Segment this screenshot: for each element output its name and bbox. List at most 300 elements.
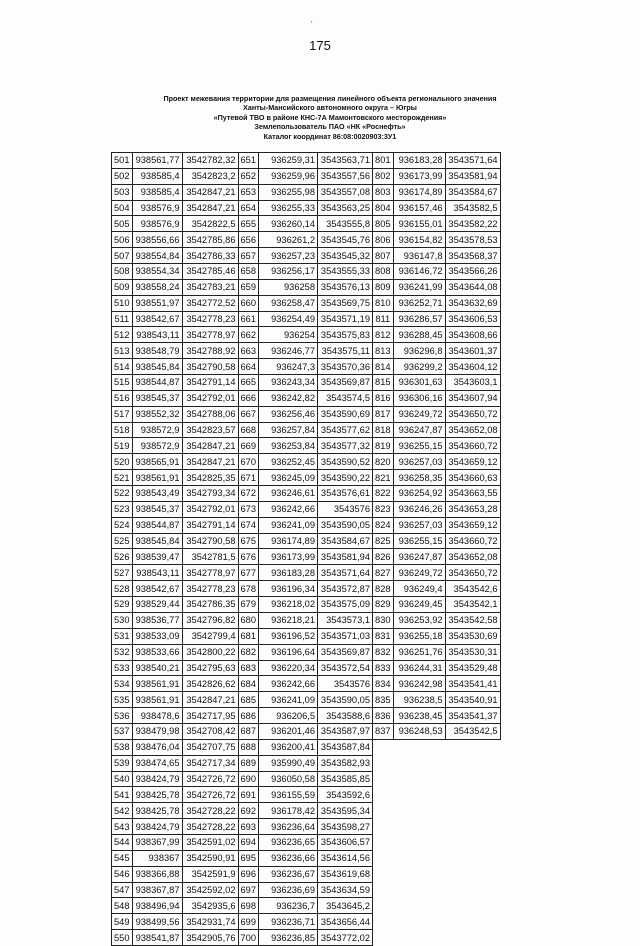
empty-cell (393, 739, 445, 755)
x-coordinate-cell: 936236,64 (259, 819, 318, 835)
table-row (112, 819, 501, 835)
table-row (112, 676, 501, 692)
table-row (112, 501, 501, 517)
x-coordinate-cell: 938474,65 (132, 755, 182, 771)
empty-cell (393, 866, 445, 882)
table-row (112, 390, 501, 406)
x-coordinate-cell: 938476,04 (132, 739, 182, 755)
y-coordinate-cell: 3543542,6 (445, 581, 500, 597)
empty-cell (373, 771, 394, 787)
y-coordinate-cell: 3543557,56 (318, 168, 373, 184)
x-coordinate-cell: 938551,97 (132, 295, 182, 311)
point-number-cell: 652 (238, 168, 259, 184)
table-row (112, 454, 501, 470)
y-coordinate-cell: 3543545,32 (318, 248, 373, 264)
y-coordinate-cell: 3543606,57 (318, 834, 373, 850)
empty-cell (373, 739, 394, 755)
header-line-catalog: Каталог координат 86:08:0020903:3У1 (263, 131, 397, 141)
point-number-cell: 508 (112, 264, 133, 280)
point-number-cell: 682 (238, 644, 259, 660)
x-coordinate-cell: 936241,99 (393, 279, 445, 295)
x-coordinate-cell: 936173,99 (393, 168, 445, 184)
y-coordinate-cell: 3542847,21 (182, 454, 238, 470)
x-coordinate-cell: 936301,63 (393, 375, 445, 391)
y-coordinate-cell: 3543571,64 (318, 565, 373, 581)
x-coordinate-cell: 936259,31 (259, 153, 318, 169)
y-coordinate-cell: 3542778,97 (182, 565, 238, 581)
empty-cell (445, 755, 500, 771)
x-coordinate-cell: 936252,45 (259, 454, 318, 470)
point-number-cell: 811 (373, 311, 394, 327)
x-coordinate-cell: 936155,01 (393, 216, 445, 232)
x-coordinate-cell: 936178,42 (259, 803, 318, 819)
x-coordinate-cell: 936241,09 (259, 692, 318, 708)
x-coordinate-cell: 938540,21 (132, 660, 182, 676)
x-coordinate-cell: 936243,34 (259, 375, 318, 391)
point-number-cell: 689 (238, 755, 259, 771)
point-number-cell: 509 (112, 279, 133, 295)
point-number-cell: 651 (238, 153, 259, 169)
y-coordinate-cell: 3542778,23 (182, 311, 238, 327)
empty-cell (393, 850, 445, 866)
y-coordinate-cell: 3543634,59 (318, 882, 373, 898)
x-coordinate-cell: 938543,49 (132, 486, 182, 502)
y-coordinate-cell: 3543772,02 (318, 930, 373, 946)
table-row (112, 359, 501, 375)
x-coordinate-cell: 938542,67 (132, 581, 182, 597)
table-row (112, 533, 501, 549)
x-coordinate-cell: 936220,34 (259, 660, 318, 676)
point-number-cell: 668 (238, 422, 259, 438)
empty-cell (373, 882, 394, 898)
x-coordinate-cell: 936242,82 (259, 390, 318, 406)
point-number-cell: 521 (112, 470, 133, 486)
point-number-cell: 818 (373, 422, 394, 438)
point-number-cell: 517 (112, 406, 133, 422)
point-number-cell: 516 (112, 390, 133, 406)
point-number-cell: 801 (373, 153, 394, 169)
y-coordinate-cell: 3542931,74 (182, 914, 238, 930)
empty-cell (393, 882, 445, 898)
point-number-cell: 530 (112, 612, 133, 628)
table-row (112, 248, 501, 264)
y-coordinate-cell: 3543632,69 (445, 295, 500, 311)
table-row (112, 914, 501, 930)
x-coordinate-cell: 936254,92 (393, 486, 445, 502)
x-coordinate-cell: 938561,91 (132, 470, 182, 486)
point-number-cell: 526 (112, 549, 133, 565)
y-coordinate-cell: 3542592,02 (182, 882, 238, 898)
point-number-cell: 534 (112, 676, 133, 692)
empty-cell (393, 898, 445, 914)
x-coordinate-cell: 936247,3 (259, 359, 318, 375)
y-coordinate-cell: 3543578,53 (445, 232, 500, 248)
table-row (112, 882, 501, 898)
point-number-cell: 684 (238, 676, 259, 692)
point-number-cell: 833 (373, 660, 394, 676)
x-coordinate-cell: 938545,37 (132, 390, 182, 406)
y-coordinate-cell: 3543587,97 (318, 723, 373, 739)
x-coordinate-cell: 936050,58 (259, 771, 318, 787)
table-row (112, 898, 501, 914)
x-coordinate-cell: 938556,66 (132, 232, 182, 248)
point-number-cell: 820 (373, 454, 394, 470)
x-coordinate-cell: 938367,87 (132, 882, 182, 898)
x-coordinate-cell: 936249,45 (393, 597, 445, 613)
table-row (112, 406, 501, 422)
x-coordinate-cell: 936157,46 (393, 200, 445, 216)
point-number-cell: 659 (238, 279, 259, 295)
y-coordinate-cell: 3542905,76 (182, 930, 238, 946)
y-coordinate-cell: 3543542,5 (445, 723, 500, 739)
y-coordinate-cell: 3542778,23 (182, 581, 238, 597)
empty-cell (373, 914, 394, 930)
point-number-cell: 507 (112, 248, 133, 264)
empty-cell (445, 803, 500, 819)
point-number-cell: 519 (112, 438, 133, 454)
point-number-cell: 809 (373, 279, 394, 295)
y-coordinate-cell: 3542847,21 (182, 184, 238, 200)
x-coordinate-cell: 936286,57 (393, 311, 445, 327)
x-coordinate-cell: 936174,89 (393, 184, 445, 200)
table-row (112, 311, 501, 327)
x-coordinate-cell: 936238,45 (393, 708, 445, 724)
table-row (112, 723, 501, 739)
empty-cell (393, 819, 445, 835)
y-coordinate-cell: 3543557,08 (318, 184, 373, 200)
document-header (120, 94, 540, 141)
x-coordinate-cell: 938545,84 (132, 533, 182, 549)
point-number-cell: 831 (373, 628, 394, 644)
y-coordinate-cell: 3543569,75 (318, 295, 373, 311)
x-coordinate-cell: 938366,88 (132, 866, 182, 882)
point-number-cell: 807 (373, 248, 394, 264)
table-row (112, 628, 501, 644)
point-number-cell: 666 (238, 390, 259, 406)
y-coordinate-cell: 3543614,56 (318, 850, 373, 866)
point-number-cell: 533 (112, 660, 133, 676)
point-number-cell: 686 (238, 708, 259, 724)
empty-cell (445, 739, 500, 755)
y-coordinate-cell: 3543576,13 (318, 279, 373, 295)
table-row (112, 168, 501, 184)
scan-mark: ' (311, 20, 313, 29)
table-row (112, 597, 501, 613)
point-number-cell: 691 (238, 787, 259, 803)
y-coordinate-cell: 3543590,05 (318, 517, 373, 533)
x-coordinate-cell: 936218,21 (259, 612, 318, 628)
x-coordinate-cell: 936200,41 (259, 739, 318, 755)
point-number-cell: 523 (112, 501, 133, 517)
point-number-cell: 830 (373, 612, 394, 628)
y-coordinate-cell: 3542778,97 (182, 327, 238, 343)
point-number-cell: 692 (238, 803, 259, 819)
point-number-cell: 660 (238, 295, 259, 311)
y-coordinate-cell: 3543608,66 (445, 327, 500, 343)
point-number-cell: 829 (373, 597, 394, 613)
point-number-cell: 805 (373, 216, 394, 232)
y-coordinate-cell: 3543577,32 (318, 438, 373, 454)
point-number-cell: 514 (112, 359, 133, 375)
point-number-cell: 810 (373, 295, 394, 311)
x-coordinate-cell: 936236,67 (259, 866, 318, 882)
table-row (112, 930, 501, 946)
y-coordinate-cell: 3542792,01 (182, 501, 238, 517)
point-number-cell: 511 (112, 311, 133, 327)
y-coordinate-cell: 3542790,58 (182, 359, 238, 375)
empty-cell (445, 930, 500, 946)
point-number-cell: 816 (373, 390, 394, 406)
y-coordinate-cell: 3542847,21 (182, 438, 238, 454)
y-coordinate-cell: 3542785,46 (182, 264, 238, 280)
x-coordinate-cell: 936236,85 (259, 930, 318, 946)
y-coordinate-cell: 3543572,54 (318, 660, 373, 676)
y-coordinate-cell: 3543604,12 (445, 359, 500, 375)
table-row (112, 834, 501, 850)
x-coordinate-cell: 936260,14 (259, 216, 318, 232)
y-coordinate-cell: 3542826,62 (182, 676, 238, 692)
point-number-cell: 671 (238, 470, 259, 486)
table-row (112, 264, 501, 280)
empty-cell (445, 898, 500, 914)
point-number-cell: 802 (373, 168, 394, 184)
x-coordinate-cell: 936252,71 (393, 295, 445, 311)
point-number-cell: 693 (238, 819, 259, 835)
y-coordinate-cell: 3543575,11 (318, 343, 373, 359)
x-coordinate-cell: 938565,91 (132, 454, 182, 470)
y-coordinate-cell: 3543587,84 (318, 739, 373, 755)
empty-cell (373, 898, 394, 914)
y-coordinate-cell: 3543595,34 (318, 803, 373, 819)
x-coordinate-cell: 938529,44 (132, 597, 182, 613)
x-coordinate-cell: 938543,11 (132, 327, 182, 343)
y-coordinate-cell: 3542772,52 (182, 295, 238, 311)
y-coordinate-cell: 3543584,67 (445, 184, 500, 200)
point-number-cell: 804 (373, 200, 394, 216)
x-coordinate-cell: 936236,66 (259, 850, 318, 866)
empty-cell (393, 914, 445, 930)
point-number-cell: 806 (373, 232, 394, 248)
y-coordinate-cell: 3542726,72 (182, 771, 238, 787)
point-number-cell: 688 (238, 739, 259, 755)
x-coordinate-cell: 936154,82 (393, 232, 445, 248)
y-coordinate-cell: 3543607,94 (445, 390, 500, 406)
y-coordinate-cell: 3543575,83 (318, 327, 373, 343)
x-coordinate-cell: 936288,45 (393, 327, 445, 343)
y-coordinate-cell: 3542825,35 (182, 470, 238, 486)
y-coordinate-cell: 3543650,72 (445, 406, 500, 422)
x-coordinate-cell: 938552,32 (132, 406, 182, 422)
point-number-cell: 663 (238, 343, 259, 359)
x-coordinate-cell: 936249,72 (393, 406, 445, 422)
empty-cell (445, 787, 500, 803)
y-coordinate-cell: 3543576,61 (318, 486, 373, 502)
empty-cell (393, 803, 445, 819)
table-row (112, 470, 501, 486)
x-coordinate-cell: 936236,71 (259, 914, 318, 930)
point-number-cell: 506 (112, 232, 133, 248)
empty-cell (373, 803, 394, 819)
y-coordinate-cell: 3542590,91 (182, 850, 238, 866)
point-number-cell: 532 (112, 644, 133, 660)
y-coordinate-cell: 3542786,35 (182, 597, 238, 613)
y-coordinate-cell: 3543570,36 (318, 359, 373, 375)
point-number-cell: 823 (373, 501, 394, 517)
x-coordinate-cell: 936196,34 (259, 581, 318, 597)
point-number-cell: 670 (238, 454, 259, 470)
point-number-cell: 834 (373, 676, 394, 692)
table-row (112, 232, 501, 248)
point-number-cell: 536 (112, 708, 133, 724)
empty-cell (393, 771, 445, 787)
point-number-cell: 826 (373, 549, 394, 565)
point-number-cell: 828 (373, 581, 394, 597)
empty-cell (373, 850, 394, 866)
x-coordinate-cell: 936254 (259, 327, 318, 343)
point-number-cell: 821 (373, 470, 394, 486)
point-number-cell: 674 (238, 517, 259, 533)
x-coordinate-cell: 936261,2 (259, 232, 318, 248)
x-coordinate-cell: 938536,77 (132, 612, 182, 628)
y-coordinate-cell: 3542591,9 (182, 866, 238, 882)
y-coordinate-cell: 3543660,72 (445, 438, 500, 454)
point-number-cell: 803 (373, 184, 394, 200)
x-coordinate-cell: 936155,59 (259, 787, 318, 803)
x-coordinate-cell: 936255,15 (393, 533, 445, 549)
point-number-cell: 681 (238, 628, 259, 644)
point-number-cell: 677 (238, 565, 259, 581)
point-number-cell: 665 (238, 375, 259, 391)
y-coordinate-cell: 3542800,22 (182, 644, 238, 660)
point-number-cell: 505 (112, 216, 133, 232)
y-coordinate-cell: 3543644,08 (445, 279, 500, 295)
y-coordinate-cell: 3543569,87 (318, 375, 373, 391)
x-coordinate-cell: 938542,67 (132, 311, 182, 327)
point-number-cell: 539 (112, 755, 133, 771)
point-number-cell: 690 (238, 771, 259, 787)
table-row (112, 438, 501, 454)
x-coordinate-cell: 936258,35 (393, 470, 445, 486)
x-coordinate-cell: 936257,03 (393, 517, 445, 533)
y-coordinate-cell: 3543530,69 (445, 628, 500, 644)
empty-cell (445, 882, 500, 898)
y-coordinate-cell: 3542847,21 (182, 200, 238, 216)
table-row (112, 549, 501, 565)
x-coordinate-cell: 938496,94 (132, 898, 182, 914)
point-number-cell: 537 (112, 723, 133, 739)
table-row (112, 565, 501, 581)
point-number-cell: 547 (112, 882, 133, 898)
point-number-cell: 538 (112, 739, 133, 755)
point-number-cell: 518 (112, 422, 133, 438)
x-coordinate-cell: 936241,09 (259, 517, 318, 533)
y-coordinate-cell: 3543571,19 (318, 311, 373, 327)
x-coordinate-cell: 936173,99 (259, 549, 318, 565)
point-number-cell: 700 (238, 930, 259, 946)
x-coordinate-cell: 936299,2 (393, 359, 445, 375)
table-row (112, 581, 501, 597)
point-number-cell: 694 (238, 834, 259, 850)
point-number-cell: 549 (112, 914, 133, 930)
x-coordinate-cell: 938424,79 (132, 819, 182, 835)
x-coordinate-cell: 938548,79 (132, 343, 182, 359)
y-coordinate-cell: 3543576 (318, 501, 373, 517)
y-coordinate-cell: 3543652,08 (445, 422, 500, 438)
point-number-cell: 654 (238, 200, 259, 216)
point-number-cell: 512 (112, 327, 133, 343)
point-number-cell: 657 (238, 248, 259, 264)
y-coordinate-cell: 3542726,72 (182, 787, 238, 803)
y-coordinate-cell: 3543577,62 (318, 422, 373, 438)
header-line-project: Проект межевания территории для размещения линейного объекта регионального значения (163, 94, 497, 103)
point-number-cell: 822 (373, 486, 394, 502)
x-coordinate-cell: 938545,37 (132, 501, 182, 517)
y-coordinate-cell: 3543659,12 (445, 454, 500, 470)
y-coordinate-cell: 3543568,37 (445, 248, 500, 264)
y-coordinate-cell: 3542796,82 (182, 612, 238, 628)
y-coordinate-cell: 3543563,71 (318, 153, 373, 169)
x-coordinate-cell: 936244,31 (393, 660, 445, 676)
point-number-cell: 827 (373, 565, 394, 581)
y-coordinate-cell: 3542935,6 (182, 898, 238, 914)
point-number-cell: 525 (112, 533, 133, 549)
point-number-cell: 698 (238, 898, 259, 914)
point-number-cell: 656 (238, 232, 259, 248)
x-coordinate-cell: 938585,4 (132, 168, 182, 184)
table-row (112, 771, 501, 787)
x-coordinate-cell: 938576,9 (132, 200, 182, 216)
x-coordinate-cell: 936257,23 (259, 248, 318, 264)
table-row (112, 184, 501, 200)
y-coordinate-cell: 3543582,22 (445, 216, 500, 232)
y-coordinate-cell: 3543576 (318, 676, 373, 692)
x-coordinate-cell: 936258,47 (259, 295, 318, 311)
y-coordinate-cell: 3543606,53 (445, 311, 500, 327)
point-number-cell: 819 (373, 438, 394, 454)
x-coordinate-cell: 936183,28 (393, 153, 445, 169)
y-coordinate-cell: 3543540,91 (445, 692, 500, 708)
x-coordinate-cell: 936306,16 (393, 390, 445, 406)
y-coordinate-cell: 3543573,1 (318, 612, 373, 628)
x-coordinate-cell: 936242,66 (259, 501, 318, 517)
table-row (112, 803, 501, 819)
y-coordinate-cell: 3542793,34 (182, 486, 238, 502)
point-number-cell: 672 (238, 486, 259, 502)
x-coordinate-cell: 938554,84 (132, 248, 182, 264)
x-coordinate-cell: 936253,92 (393, 612, 445, 628)
y-coordinate-cell: 3543588,6 (318, 708, 373, 724)
x-coordinate-cell: 936257,03 (393, 454, 445, 470)
y-coordinate-cell: 3543545,76 (318, 232, 373, 248)
y-coordinate-cell: 3542823,57 (182, 422, 238, 438)
point-number-cell: 510 (112, 295, 133, 311)
point-number-cell: 695 (238, 850, 259, 866)
y-coordinate-cell: 3542785,86 (182, 232, 238, 248)
point-number-cell: 662 (238, 327, 259, 343)
x-coordinate-cell: 938425,78 (132, 787, 182, 803)
point-number-cell: 808 (373, 264, 394, 280)
table-row (112, 692, 501, 708)
x-coordinate-cell: 936196,52 (259, 628, 318, 644)
y-coordinate-cell: 3543598,27 (318, 819, 373, 835)
x-coordinate-cell: 936236,69 (259, 882, 318, 898)
point-number-cell: 837 (373, 723, 394, 739)
point-number-cell: 504 (112, 200, 133, 216)
y-coordinate-cell: 3543529,48 (445, 660, 500, 676)
y-coordinate-cell: 3542717,34 (182, 755, 238, 771)
point-number-cell: 548 (112, 898, 133, 914)
point-number-cell: 544 (112, 834, 133, 850)
